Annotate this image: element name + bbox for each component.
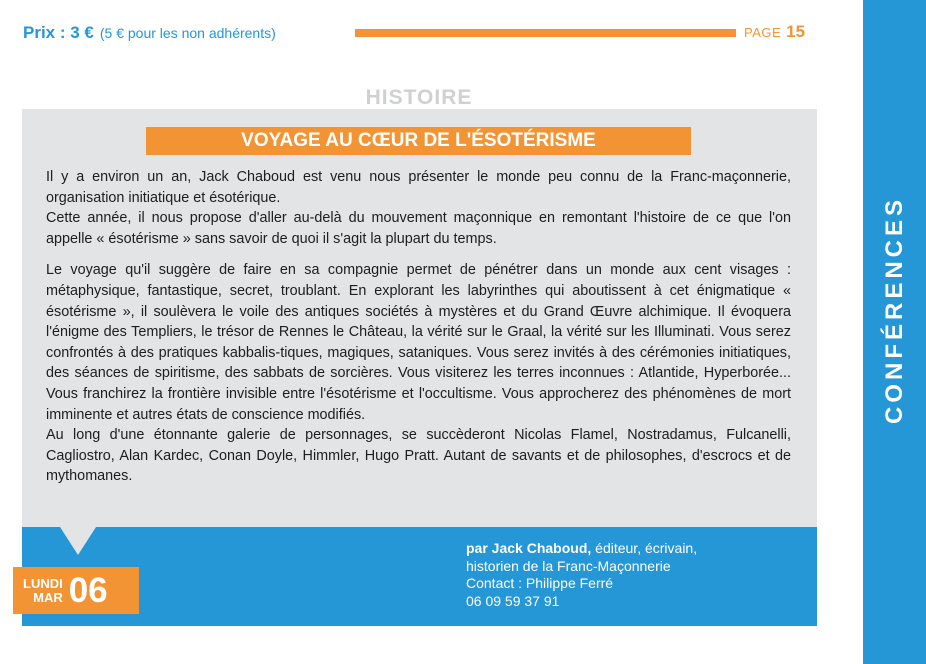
event-month-name: MAR: [33, 589, 63, 605]
event-day-number: 06: [68, 570, 108, 610]
article-title: VOYAGE AU CŒUR DE L'ÉSOTÉRISME: [146, 127, 691, 155]
article-body: [46, 167, 791, 487]
page-number-label: [744, 22, 805, 44]
callout-pointer: [60, 527, 96, 555]
price-note: (5 € pour les non adhérents): [99, 25, 276, 41]
page-number: 15: [786, 22, 806, 41]
author-role: éditeur, écrivain,: [591, 540, 698, 556]
contact-phone: 06 09 59 37 91: [466, 592, 560, 609]
event-weekday: [23, 577, 63, 605]
event-date-badge: [13, 567, 139, 614]
author-role-line: historien de la Franc-Maçonnerie: [466, 557, 671, 574]
author-name: par Jack Chaboud,: [466, 540, 592, 556]
price-main: Prix : 3 €: [23, 23, 94, 42]
article-paragraph: Cette année, il nous propose d'aller au-delà du mouvement maçonnique en remontant l'histoire de ce que l'on appelle « ésotérisme » sans savoir de quoi il s'agit la plupart du temps.: [46, 210, 791, 247]
side-band-label: CONFÉRENCES: [880, 195, 908, 425]
page-word: PAGE: [744, 25, 782, 40]
side-band: [863, 0, 926, 664]
event-info-bar: [22, 527, 817, 626]
article-paragraph: Au long d'une étonnante galerie de personnages, se succèderont Nicolas Flamel, Nostradamus, Fulcanelli, Cagliostro, Alan Kardec, Conan Doyle, Himmler, Hugo Pratt. Autant de savants et de philosophes, d'escrocs et de mythomanes.: [46, 427, 791, 485]
article-paragraph: Le voyage qu'il suggère de faire en sa compagnie permet de pénétrer dans un monde aux cent visages : métaphysique, fantastique, secret, troublant. En explorant les labyrinthes qui aboutissent à cet énigmatique « ésotérisme », il soulèvera le voile des antiques sociétés à mystères et du Grand Œuvre alchimique. Il évoquera l'énigme des Templiers, le trésor de Rennes le Château, la vérité sur le Graal, la vérité sur les Illuminati. Vous serez confrontés à des pratiques kabbalis-tiques, magiques, sataniques. Vous serez invités à des cérémonies initiatiques, des séances de spiritisme, des sabbats de sorcières. Vous visiterez les terres inconnues : Atlantide, Hyperborée... Vous franchirez la frontière invisible entre l'ésotérisme et l'occultisme. Vous approcherez des phénomènes de mort imminente et autres états de conscience modifiés.: [46, 262, 791, 423]
section-label: HISTOIRE: [365, 86, 473, 109]
contact-block: [466, 540, 697, 610]
header-divider-bar: [355, 29, 736, 37]
article-paragraph: Il y a environ un an, Jack Chaboud est venu nous présenter le monde peu connu de la Franc-maçonnerie, organisation initiatique et ésotérique.: [46, 169, 791, 206]
event-day-name: LUNDI: [23, 575, 63, 591]
contact-person: Contact : Philippe Ferré: [466, 575, 614, 591]
contact-author-line: [466, 540, 697, 558]
price-line: [23, 22, 276, 44]
